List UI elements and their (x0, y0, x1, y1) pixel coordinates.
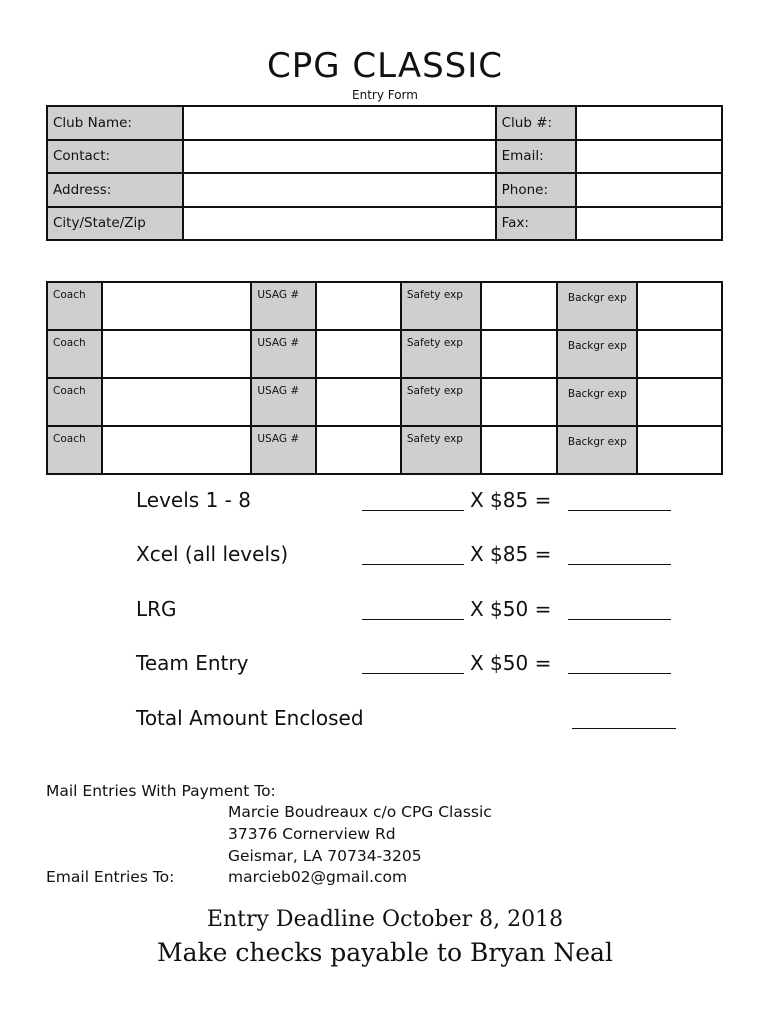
city-state-zip-label: City/State/Zip (47, 207, 183, 241)
phone-field[interactable] (576, 173, 722, 207)
safety-exp-label: Safety exp (401, 426, 481, 474)
background-exp-label: Backgr exp (557, 426, 637, 474)
city-state-zip-field[interactable] (183, 207, 496, 241)
mailing-address-line: 37376 Cornerview Rd (228, 825, 396, 843)
fee-line-xcel (136, 542, 676, 568)
fax-label: Fax: (496, 207, 576, 241)
background-exp-field[interactable] (637, 426, 722, 474)
club-info-row (47, 140, 722, 174)
coach-row (47, 330, 722, 378)
background-exp-field[interactable] (637, 378, 722, 426)
fee-multiplier: X $50 = (470, 597, 552, 621)
fee-subtotal-blank[interactable] (568, 564, 671, 565)
fee-multiplier: X $85 = (470, 488, 552, 512)
club-info-row (47, 207, 722, 241)
safety-exp-field[interactable] (481, 282, 558, 330)
mailing-address-line: Geismar, LA 70734-3205 (228, 847, 422, 865)
club-number-field[interactable] (576, 106, 722, 140)
total-line (136, 706, 678, 732)
form-subtitle: Entry Form (352, 88, 418, 102)
coach-label: Coach (47, 282, 102, 330)
entry-email-address: marcieb02@gmail.com (228, 868, 408, 886)
safety-exp-label: Safety exp (401, 378, 481, 426)
coach-row (47, 282, 722, 330)
safety-exp-label: Safety exp (401, 330, 481, 378)
usag-number-field[interactable] (316, 282, 401, 330)
fee-line-levels (136, 488, 676, 514)
club-info-row (47, 106, 722, 140)
fax-field[interactable] (576, 207, 722, 241)
form-title: CPG CLASSIC (266, 46, 504, 86)
email-entries-label: Email Entries To: (46, 868, 175, 886)
fee-name: Xcel (all levels) (136, 542, 289, 566)
fee-quantity-blank[interactable] (362, 619, 464, 620)
address-label: Address: (47, 173, 183, 207)
coach-name-field[interactable] (102, 378, 251, 426)
contact-field[interactable] (183, 140, 496, 174)
total-amount-blank[interactable] (572, 728, 676, 729)
coach-table (46, 281, 723, 475)
fee-subtotal-blank[interactable] (568, 510, 671, 511)
fee-subtotal-blank[interactable] (568, 673, 671, 674)
background-exp-label: Backgr exp (557, 330, 637, 378)
fee-name: LRG (136, 597, 177, 621)
background-exp-label: Backgr exp (557, 282, 637, 330)
coach-row (47, 426, 722, 474)
club-name-field[interactable] (183, 106, 496, 140)
fee-line-team-entry (136, 651, 676, 677)
fee-quantity-blank[interactable] (362, 673, 464, 674)
fee-name: Team Entry (136, 651, 249, 675)
background-exp-field[interactable] (637, 282, 722, 330)
usag-number-field[interactable] (316, 330, 401, 378)
phone-label: Phone: (496, 173, 576, 207)
total-label: Total Amount Enclosed (136, 706, 364, 730)
coach-name-field[interactable] (102, 282, 251, 330)
fee-line-lrg (136, 597, 676, 623)
coach-label: Coach (47, 426, 102, 474)
club-number-label: Club #: (496, 106, 576, 140)
entry-deadline: Entry Deadline October 8, 2018 (206, 907, 564, 932)
usag-label: USAG # (251, 378, 316, 426)
fee-subtotal-blank[interactable] (568, 619, 671, 620)
usag-number-field[interactable] (316, 378, 401, 426)
coach-name-field[interactable] (102, 426, 251, 474)
fee-name: Levels 1 - 8 (136, 488, 251, 512)
fee-quantity-blank[interactable] (362, 510, 464, 511)
coach-row (47, 378, 722, 426)
safety-exp-field[interactable] (481, 378, 558, 426)
coach-name-field[interactable] (102, 330, 251, 378)
fee-multiplier: X $85 = (470, 542, 552, 566)
background-exp-label: Backgr exp (557, 378, 637, 426)
safety-exp-label: Safety exp (401, 282, 481, 330)
safety-exp-field[interactable] (481, 330, 558, 378)
safety-exp-field[interactable] (481, 426, 558, 474)
mail-entries-label: Mail Entries With Payment To: (46, 782, 276, 800)
contact-label: Contact: (47, 140, 183, 174)
email-field[interactable] (576, 140, 722, 174)
usag-label: USAG # (251, 282, 316, 330)
club-name-label: Club Name: (47, 106, 183, 140)
payable-note: Make checks payable to Bryan Neal (157, 938, 613, 967)
usag-label: USAG # (251, 330, 316, 378)
club-info-table (46, 105, 723, 241)
fee-quantity-blank[interactable] (362, 564, 464, 565)
coach-label: Coach (47, 330, 102, 378)
coach-label: Coach (47, 378, 102, 426)
club-info-row (47, 173, 722, 207)
email-label: Email: (496, 140, 576, 174)
usag-label: USAG # (251, 426, 316, 474)
background-exp-field[interactable] (637, 330, 722, 378)
address-field[interactable] (183, 173, 496, 207)
usag-number-field[interactable] (316, 426, 401, 474)
mailing-address-line: Marcie Boudreaux c/o CPG Classic (228, 803, 492, 821)
fee-multiplier: X $50 = (470, 651, 552, 675)
